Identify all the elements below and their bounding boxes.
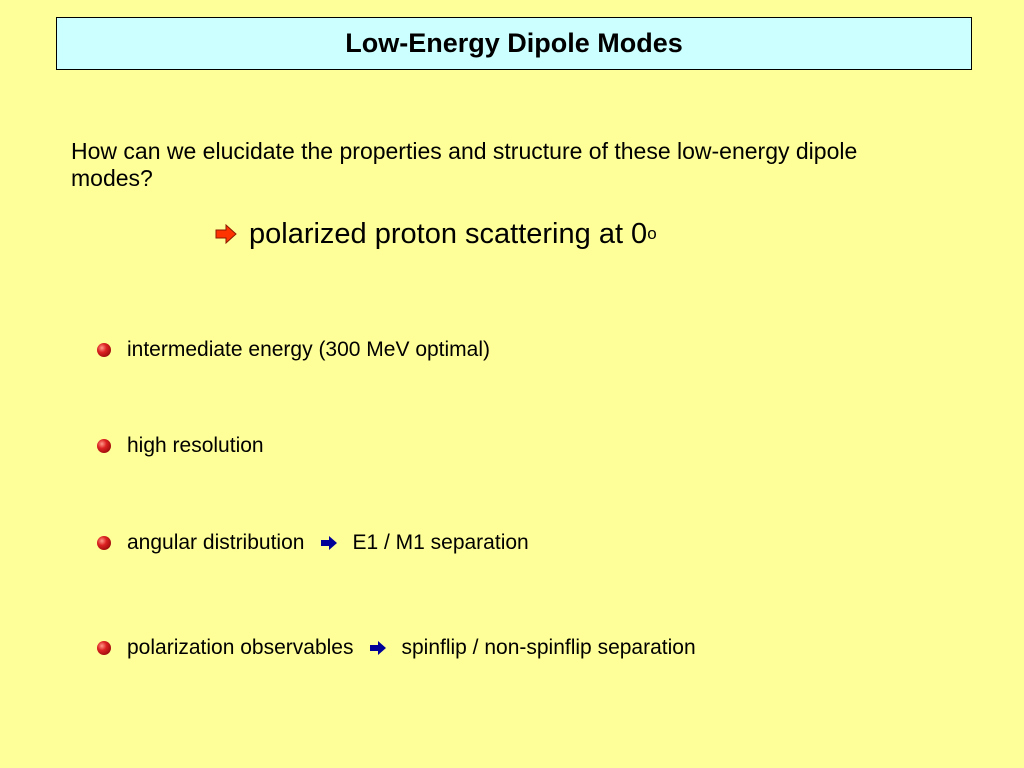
answer-text: polarized proton scattering at 0 — [249, 218, 648, 250]
bullet-sphere-icon — [97, 641, 111, 655]
bullet-text: polarization observables — [127, 636, 354, 659]
question-text: How can we elucidate the properties and structure of these low-energy dipole modes? — [71, 138, 858, 191]
answer-line: polarized proton scattering at 0 o — [215, 216, 657, 252]
bullet-item — [97, 635, 696, 661]
bullet-text: intermediate energy (300 MeV optimal) — [127, 338, 491, 361]
bullet-text: high resolution — [127, 434, 264, 457]
bullet-text: angular distribution — [127, 531, 305, 554]
right-arrow-icon — [369, 640, 387, 656]
bullet-item — [97, 337, 490, 363]
bullet-item — [97, 433, 264, 459]
bullet-sphere-icon — [97, 536, 111, 550]
slide-title: Low-Energy Dipole Modes — [345, 28, 683, 58]
right-arrow-icon — [215, 224, 237, 244]
bullet-result: spinflip / non-spinflip separation — [401, 636, 696, 659]
right-arrow-icon — [320, 535, 338, 551]
bullet-sphere-icon — [97, 439, 111, 453]
slide-title-box — [56, 17, 972, 70]
bullet-sphere-icon — [97, 343, 111, 357]
bullet-result: E1 / M1 separation — [352, 531, 529, 554]
bullet-item — [97, 530, 529, 556]
